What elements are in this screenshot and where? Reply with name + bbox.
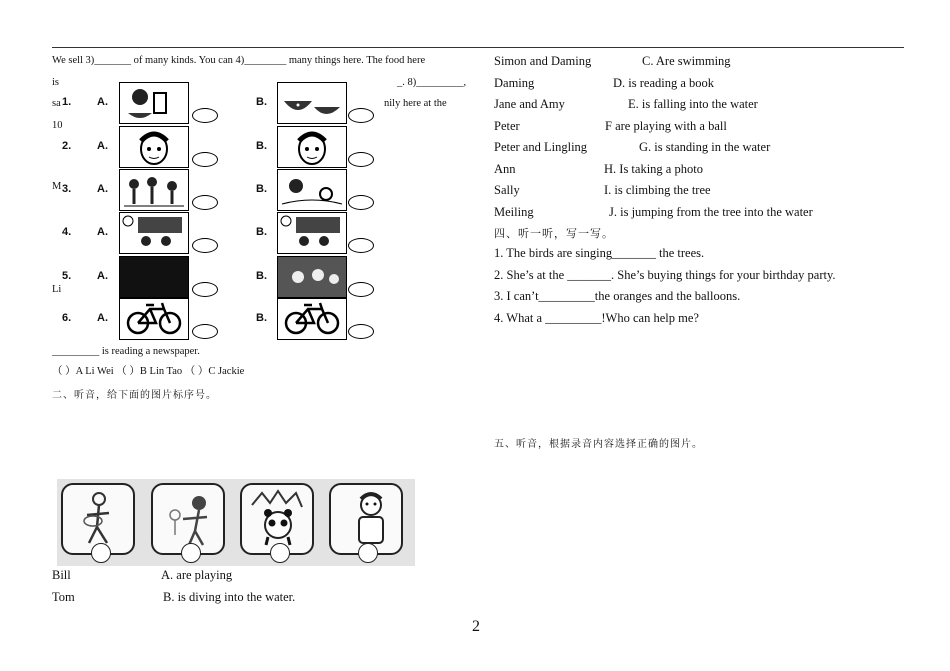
option-a-answer-oval[interactable]	[192, 152, 218, 167]
option-b-answer-oval[interactable]	[348, 324, 374, 339]
match-name: Sally	[494, 183, 520, 197]
option-a-label: A.	[97, 312, 108, 324]
option-a-answer-oval[interactable]	[192, 238, 218, 253]
match-name: Daming	[494, 75, 535, 90]
section-5-heading: 五、听音，根据录音内容选择正确的图片。	[494, 439, 703, 450]
match-answer: D. is reading a book	[613, 75, 715, 90]
question-number: 6.	[62, 312, 72, 324]
passage-line-4-start: 10	[52, 120, 63, 131]
option-b-answer-oval[interactable]	[348, 152, 374, 167]
option-a-picture[interactable]	[119, 126, 189, 168]
match-name: Ann	[494, 161, 516, 176]
match-answer: H. Is taking a photo	[604, 161, 703, 176]
option-b-label: B.	[256, 183, 267, 195]
option-a-label: A.	[97, 96, 108, 108]
option-b-label: B.	[256, 312, 267, 324]
passage-line-3-end: nily here at the	[384, 98, 447, 109]
match-answer: I. is climbing the tree	[604, 183, 711, 197]
passage-fragment-li: Li	[52, 284, 62, 295]
option-a-label: A.	[97, 183, 108, 195]
boy-face-icon	[120, 127, 188, 167]
option-b-picture[interactable]	[277, 298, 347, 340]
option-b-picture[interactable]	[277, 212, 347, 254]
option-a-picture[interactable]	[119, 169, 189, 211]
option-a-label: A.	[97, 226, 108, 238]
option-a-picture[interactable]	[119, 298, 189, 340]
option-a-answer-oval[interactable]	[192, 195, 218, 210]
match-answer-b: B. is diving into the water.	[163, 590, 296, 604]
option-b-picture[interactable]	[277, 126, 347, 168]
option-a-label: A.	[97, 270, 108, 282]
option-b-label: B.	[256, 96, 267, 108]
match-answer: F are playing with a ball	[605, 118, 727, 133]
option-a-label: A.	[97, 140, 108, 152]
option-b-picture[interactable]	[277, 256, 347, 298]
answer-circle-4[interactable]	[358, 543, 378, 563]
newspaper-question: _________ is reading a newspaper.	[52, 346, 200, 357]
passage-line-1: We sell 3)_______ of many kinds. You can 4)________ many things here. The food here	[52, 55, 426, 66]
match-answer-a: A. are playing	[161, 568, 233, 582]
match-name: Peter and Lingling	[494, 140, 588, 154]
watermelon-icon	[278, 83, 346, 123]
option-b-answer-oval[interactable]	[348, 282, 374, 297]
option-a-answer-oval[interactable]	[192, 282, 218, 297]
option-a-picture[interactable]	[119, 82, 189, 124]
option-b-picture[interactable]	[277, 169, 347, 211]
passage-line-2-end: _. 8)_________,	[397, 77, 467, 88]
match-name: Peter	[494, 118, 520, 133]
newspaper-choices: （ ）A Li Wei （ ）B Lin Tao （ ）C Jackie	[52, 366, 245, 377]
boy-face-icon	[278, 127, 346, 167]
option-b-label: B.	[256, 140, 267, 152]
option-a-picture[interactable]	[119, 212, 189, 254]
section-4-heading: 四、听一听，写一写。	[494, 227, 614, 240]
sentence-1: 1. The birds are singing_______ the trees.	[494, 246, 705, 260]
header-rule	[52, 47, 904, 48]
sentence-3: 3. I can’t_________the oranges and the balloons.	[494, 289, 741, 303]
option-b-picture[interactable]	[277, 82, 347, 124]
match-answer: J. is jumping from the tree into the water	[609, 204, 813, 219]
option-a-picture[interactable]	[119, 256, 189, 298]
option-a-answer-oval[interactable]	[192, 108, 218, 123]
answer-circle-2[interactable]	[181, 543, 201, 563]
sentence-2: 2. She’s at the _______. She’s buying things for your birthday party.	[494, 268, 836, 282]
match-name-tom: Tom	[52, 590, 75, 604]
question-number: 3.	[62, 183, 72, 195]
bicycle-icon	[278, 299, 346, 339]
answer-circle-1[interactable]	[91, 543, 111, 563]
option-b-label: B.	[256, 270, 267, 282]
match-name: Simon and Daming	[494, 54, 592, 68]
classroom-scene-icon	[278, 213, 346, 253]
group-scene-icon	[278, 257, 346, 297]
option-b-answer-oval[interactable]	[348, 238, 374, 253]
page-number: 2	[472, 618, 480, 635]
question-number: 2.	[62, 140, 72, 152]
match-answer: E. is falling into the water	[628, 97, 758, 111]
option-b-answer-oval[interactable]	[348, 195, 374, 210]
question-number: 1.	[62, 96, 72, 108]
option-b-label: B.	[256, 226, 267, 238]
match-name: Meiling	[494, 204, 534, 219]
match-answer: G. is standing in the water	[639, 140, 771, 154]
sentence-4: 4. What a _________!Who can help me?	[494, 311, 699, 325]
food-icon	[120, 83, 188, 123]
passage-fragment-m: M	[52, 181, 62, 192]
playground-scene-icon	[278, 170, 346, 210]
bicycle-icon	[120, 299, 188, 339]
passage-line-3-start: sa	[52, 98, 61, 109]
crowd-scene-icon	[120, 170, 188, 210]
match-name-bill: Bill	[52, 568, 71, 582]
match-name: Jane and Amy	[494, 97, 565, 111]
question-number: 5.	[62, 270, 72, 282]
passage-line-2-start: is	[52, 77, 60, 88]
option-b-answer-oval[interactable]	[348, 108, 374, 123]
section-2-heading: 二、听音，给下面的图片标序号。	[52, 390, 217, 401]
question-number: 4.	[62, 226, 72, 238]
match-answer: C. Are swimming	[642, 54, 731, 68]
answer-circle-3[interactable]	[270, 543, 290, 563]
dark-scene-icon	[120, 257, 188, 297]
option-a-answer-oval[interactable]	[192, 324, 218, 339]
classroom-scene-icon	[120, 213, 188, 253]
